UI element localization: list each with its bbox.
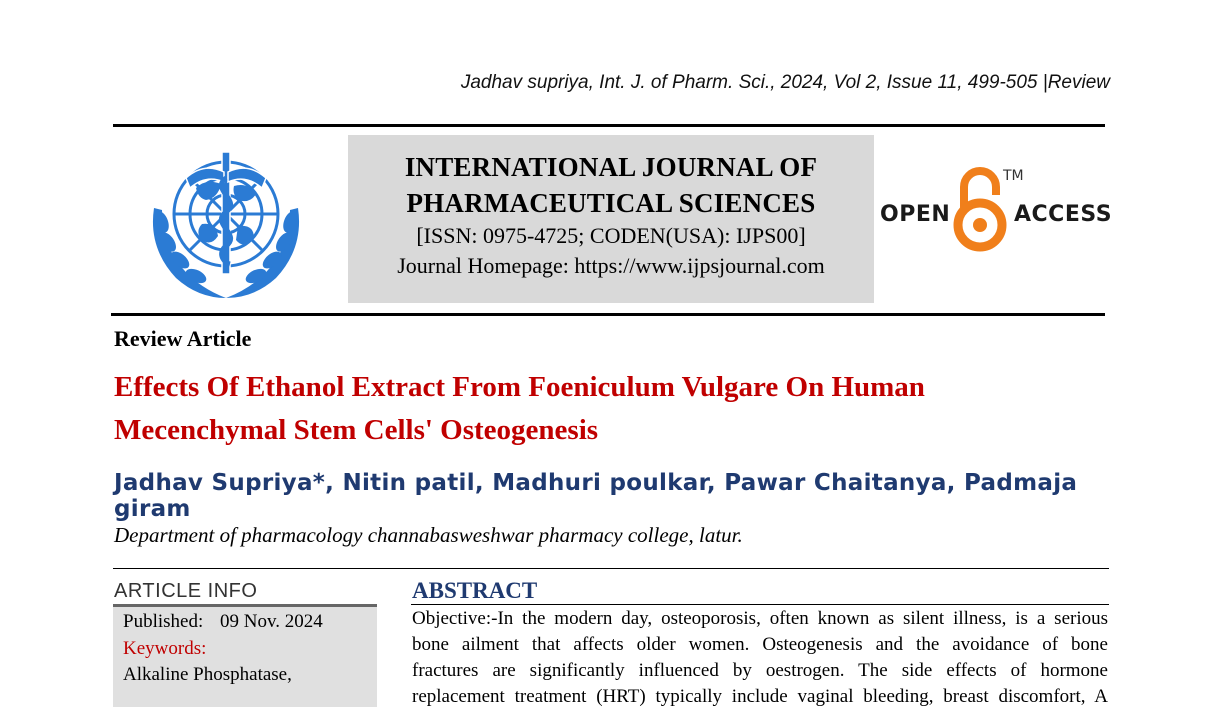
article-title-line2: Mecenchymal Stem Cells' Osteogenesis: [114, 414, 599, 446]
abstract-line: replacement treatment (HRT) typically include vaginal bleeding, breast discomfort, A: [412, 686, 1108, 707]
journal-issn: [ISSN: 0975-4725; CODEN(USA): IJPS00]: [416, 223, 806, 248]
abstract-line: fractures are significantly influenced by oestrogen. The side effects of hormone: [412, 660, 1108, 681]
article-info-box: [113, 607, 377, 707]
keyword-item: Alkaline Phosphatase,: [123, 664, 292, 685]
who-emblem-icon: [126, 138, 326, 306]
author-affiliation: Department of pharmacology channabasweshwar pharmacy college, latur.: [114, 523, 743, 547]
author-list: Jadhav Supriya*, Nitin patil, Madhuri poulkar, Pawar Chaitanya, Padmaja giram: [114, 470, 1078, 522]
header-top-rule: [113, 124, 1105, 127]
header-bottom-rule: [111, 313, 1105, 316]
article-type: Review Article: [114, 326, 252, 351]
trademark-mark: TM: [1003, 168, 1024, 184]
abstract-text: [412, 606, 1108, 710]
published-row: [123, 611, 323, 633]
abstract-line: bone ailment that affects older women. Osteogenesis and the avoidance of bone: [412, 634, 1108, 655]
published-date: 09 Nov. 2024: [219, 611, 323, 632]
abstract-line: Objective:-In the modern day, osteoporosis, often known as silent illness, is a serious: [412, 608, 1108, 629]
journal-homepage: Journal Homepage: https://www.ijpsjournal.com: [397, 253, 825, 278]
journal-title-line2: PHARMACEUTICAL SCIENCES: [406, 188, 816, 218]
section-divider: [113, 568, 1109, 569]
published-label: Published:: [123, 611, 204, 632]
running-citation: Jadhav supriya, Int. J. of Pharm. Sci., 2024, Vol 2, Issue 11, 499-505 |Review: [460, 72, 1110, 93]
article-info-heading: ARTICLE INFO: [114, 580, 258, 602]
abstract-heading: ABSTRACT: [412, 578, 538, 603]
open-access-word-open: OPEN: [880, 202, 951, 227]
journal-masthead: [348, 135, 874, 303]
journal-title: [348, 135, 874, 221]
article-title-line1: Effects Of Ethanol Extract From Foeniculum Vulgare On Human: [114, 371, 925, 403]
keywords-label: Keywords:: [123, 638, 207, 659]
article-title: [114, 366, 1104, 452]
journal-title-line1: INTERNATIONAL JOURNAL OF: [404, 152, 818, 182]
open-access-word-access: ACCESS: [1014, 202, 1113, 227]
open-access-logo: [880, 165, 1113, 255]
open-access-lock-icon: [954, 165, 1010, 253]
abstract-rule: [411, 604, 1109, 605]
